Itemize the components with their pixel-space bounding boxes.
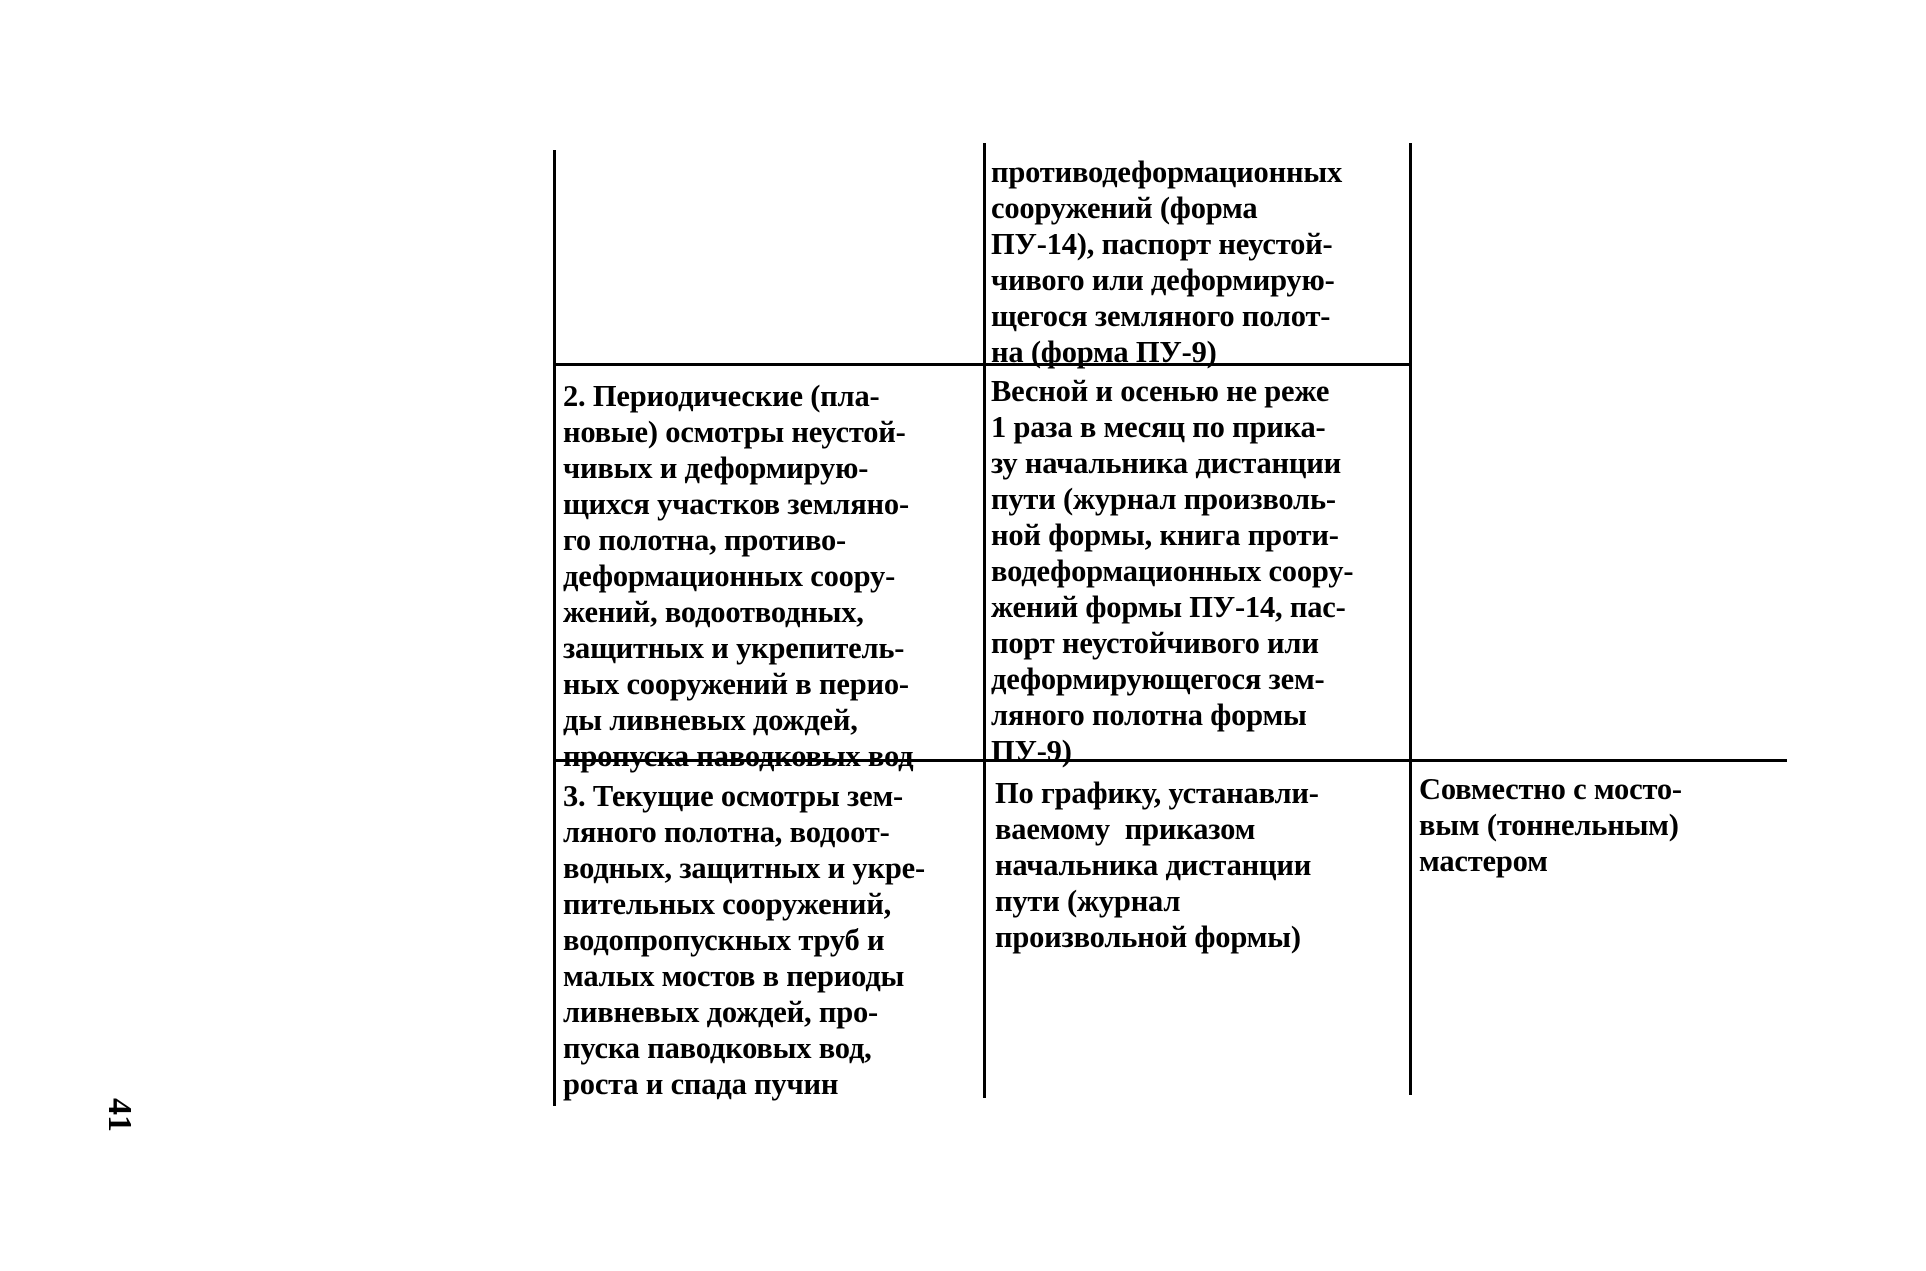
- table-cell-row3-col3: Совместно с мосто- вым (тоннельным) мастером: [1419, 772, 1682, 878]
- table-cell-row3-col1: 3. Текущие осмотры зем- ляного полотна, водоот- водных, защитных и укре- пительных сооружений, водопропускных труб и малых мостов в периоды ливневых дождей, про- пуска паводковых вод, роста и спада пучин: [563, 779, 925, 1101]
- table-cell-row1-col2: противодеформационных сооружений (форма ПУ-14), паспорт неустой- чивого или деформирую- щегося земляного полот- на (форма ПУ-9): [991, 155, 1342, 369]
- table-left-border: [553, 150, 556, 1106]
- table-cell-row3-col2: По графику, устанавли- ваемому приказом начальника дистанции пути (журнал произвольной формы): [995, 776, 1319, 954]
- table-cell-row2-col1: 2. Периодические (пла- новые) осмотры неустой- чивых и деформирую- щихся участков земляно- го полотна, противо- деформационных соору- жений, водоотводных, защитных и укрепитель- ных сооружений в перио- ды ливневых дождей, пропуска паводковых вод: [563, 379, 914, 773]
- table-column-divider-2: [1409, 143, 1412, 1095]
- table-cell-row2-col2: Весной и осенью не реже 1 раза в месяц по прика- зу начальника дистанции пути (журнал произволь- ной формы, книга проти- водеформационных соору- жений формы ПУ-14, пас- порт неустойчивого или деформирующегося зем- ляного полотна формы ПУ-9): [991, 374, 1354, 768]
- table-column-divider-1: [983, 143, 986, 1098]
- page-number: 41: [101, 1098, 138, 1132]
